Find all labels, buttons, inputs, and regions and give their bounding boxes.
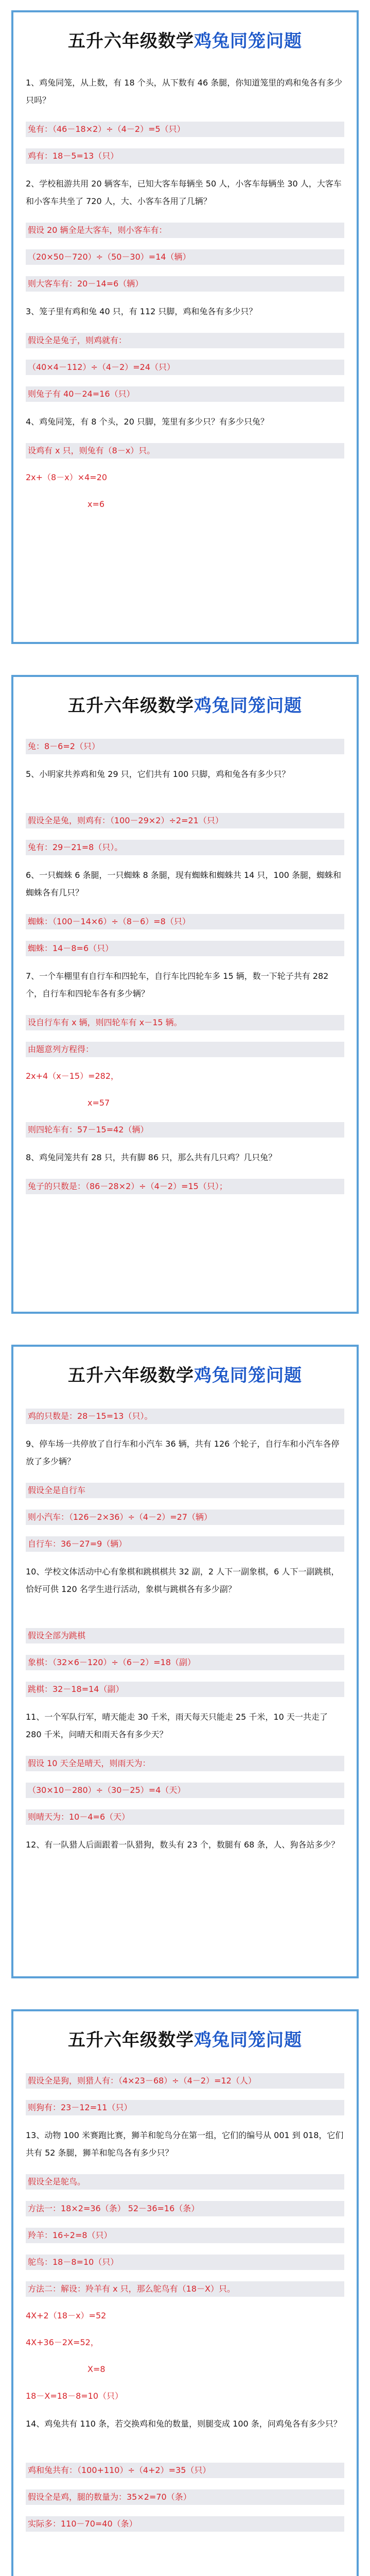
answer-line: 假设全是鸡，腿的数量为：35×2=70（条）	[26, 2489, 344, 2505]
answer-line: 则兔子有 40－24=16（只）	[26, 386, 344, 402]
answer-line: 实际多：110－70=40（条）	[26, 2516, 344, 2532]
answer-line: 则小汽车：（126－2×36）÷（4－2）=27（辆）	[26, 1510, 344, 1525]
answer-line: x=6	[87, 499, 105, 509]
answer-line: 由题意列方程得：	[26, 1042, 344, 1057]
title-accent: 鸡兔同笼问题	[194, 2030, 302, 2050]
answer-line: 4X+36－2X=52，	[26, 2337, 99, 2347]
answer-line: 鸡的只数是：28－15=13（只）。	[26, 1409, 344, 1424]
question-text: 4、鸡兔同笼，有 8 个头，20 只脚，笼里有多少只？有多少只兔？	[26, 417, 269, 427]
answer-line: （40×4－112）÷（4－2）=24（只）	[26, 360, 344, 375]
answer-line: 2x+（8－x）×4=20	[26, 472, 108, 482]
answer-line: 跳棋：32－18=14（副）	[26, 1682, 344, 1697]
answer-line: 设鸡有 x 只，则兔有（8－x）只。	[26, 443, 344, 459]
answer-line: 假设全是自行车	[26, 1483, 344, 1498]
answer-line: 兔：8－6=2（只）	[26, 739, 344, 754]
question-text: 1、鸡兔同笼，从上数，有 18 个头，从下数有 46 条腿，你知道笼里的鸡和兔各有多少只吗？	[26, 78, 343, 105]
page-title	[13, 691, 357, 717]
answer-line: 蜘蛛：（100－14×6）÷（8－6）=8（只）	[26, 914, 344, 929]
title-main: 五升六年级数学	[68, 31, 194, 52]
question-text: 14、鸡兔共有 110 条，若交换鸡和兔的数量，则腿变成 100 条，问鸡兔各有多少只？	[26, 2419, 342, 2429]
page-frame	[11, 10, 359, 644]
question-text: 10、学校文体活动中心有象棋和跳棋棋共 32 副，2 人下一副象棋，6 人下一副跳棋，恰好可供 120 名学生进行活动，象棋与跳棋各有多少副？	[26, 1567, 340, 1594]
answer-line: （30×10－280）÷（30－25）=4（天）	[26, 1783, 344, 1798]
question-text: 7、一个车棚里有自行车和四轮车，自行车比四轮车多 15 辆，数一下轮子共有 282 个，自行车和四轮车各有多少辆？	[26, 971, 329, 998]
answer-line: 2x+4（x－15）=282，	[26, 1071, 119, 1081]
answer-line: 则狗有：23－12=11（只）	[26, 2100, 344, 2115]
document-page	[0, 665, 370, 1324]
answer-line: 18－X=18－8=10（只）	[26, 2391, 124, 2401]
page-title	[13, 2026, 357, 2051]
answer-line: 兔有：（46－18×2）÷（4－2）=5（只）	[26, 122, 344, 137]
title-main: 五升六年级数学	[68, 696, 194, 716]
answer-line: 假设 20 辆全是大客车，则小客车有：	[26, 223, 344, 238]
answer-line: 假设全是狗，则猎人有：（4×23－68）÷（4－2）=12（人）	[26, 2073, 344, 2089]
answer-line: 鸡和兔共有：（100+110）÷（4+2）=35（只）	[26, 2463, 344, 2478]
question-text: 6、一只蜘蛛 6 条腿，一只蜘蛛 8 条腿，现有蜘蛛和蜘蛛共 14 只，100 条腿，蜘蛛和蜘蛛各有几只？	[26, 870, 342, 897]
title-accent: 鸡兔同笼问题	[194, 31, 302, 52]
title-main: 五升六年级数学	[68, 2030, 194, 2050]
page-title	[13, 27, 357, 52]
answer-line: 兔子的只数是：（86－28×2）÷（4－2）=15（只）；	[26, 1179, 344, 1194]
page-frame	[11, 2009, 359, 2576]
question-text: 5、小明家共养鸡和兔 29 只，它们共有 100 只脚，鸡和兔各有多少只？	[26, 769, 290, 779]
page-frame	[11, 675, 359, 1314]
answer-line: 假设全是鸵鸟。	[26, 2174, 344, 2190]
answer-line: 鸵鸟：18－8=10（只）	[26, 2255, 344, 2270]
document-page	[0, 1999, 370, 2576]
answer-line: 方法二：解设：羚羊有 x 只，那么鸵鸟有（18－X）只。	[26, 2281, 344, 2297]
question-text: 2、学校租游共用 20 辆客车，已知大客车每辆坐 50 人，小客车每辆坐 30 人，大客车和小客车共坐了 720 人，大、小客车各用了几辆？	[26, 179, 342, 206]
page-frame	[11, 1345, 359, 1978]
answer-line: （20×50－720）÷（50－30）=14（辆）	[26, 249, 344, 265]
document-page	[0, 1334, 370, 1989]
answer-line: 假设全是兔子，则鸡就有：	[26, 333, 344, 348]
answer-line: 鸡有：18－5=13（只）	[26, 148, 344, 164]
answer-line: 象棋：（32×6－120）÷（6－2）=18（副）	[26, 1655, 344, 1670]
answer-line: x=57	[87, 1098, 110, 1108]
question-text: 3、笼子里有鸡和兔 40 只，有 112 只脚，鸡和兔各有多少只？	[26, 307, 257, 316]
answer-line: 兔有：29－21=8（只）。	[26, 840, 344, 855]
answer-line: 则四轮车有：57－15=42（辆）	[26, 1122, 344, 1138]
question-text: 9、停车场一共停放了自行车和小汽车 36 辆，共有 126 个轮子，自行车和小汽车各停放了多少辆？	[26, 1439, 340, 1466]
answer-line: X=8	[87, 2364, 105, 2374]
answer-line: 羚羊：16÷2=8（只）	[26, 2228, 344, 2243]
answer-line: 假设全是兔，则鸡有：（100－29×2）÷2=21（只）	[26, 813, 344, 828]
question-text: 12、有一队猎人后面跟着一队猎狗，数头有 23 个，数腿有 68 条，人、狗各站多少？	[26, 1840, 340, 1850]
answer-line: 4X+2（18－x）=52	[26, 2311, 107, 2320]
title-main: 五升六年级数学	[68, 1365, 194, 1386]
answer-line: 自行车：36－27=9（辆）	[26, 1536, 344, 1552]
question-text: 13、动物 100 米赛跑比赛，狮羊和鸵鸟分在第一组，它们的编号从 001 到 018，它们共有 52 条腿，狮羊和鸵鸟各有多少只？	[26, 2130, 344, 2158]
document-page	[0, 0, 370, 654]
answer-line: 设自行车有 x 辆，则四轮车有 x－15 辆。	[26, 1015, 344, 1030]
question-text: 8、鸡兔同笼共有 28 只，共有脚 86 只，那么共有几只鸡？几只兔？	[26, 1153, 277, 1162]
title-accent: 鸡兔同笼问题	[194, 696, 302, 716]
answer-line: 方法一：18×2=36（条） 52－36=16（条）	[26, 2201, 344, 2216]
title-accent: 鸡兔同笼问题	[194, 1365, 302, 1386]
answer-line: 则晴天为：10－4=6（天）	[26, 1809, 344, 1825]
answer-line: 假设 10 天全是晴天，则雨天为：	[26, 1756, 344, 1771]
answer-line: 假设全部为跳棋	[26, 1628, 344, 1643]
answer-line: 蜘蛛：14－8=6（只）	[26, 941, 344, 956]
question-text: 11、一个军队行军，晴天能走 30 千米，雨天每天只能走 25 千米，10 天一共走了 280 千米，问晴天和雨天各有多少天？	[26, 1712, 328, 1739]
answer-line: 则大客车有：20－14=6（辆）	[26, 276, 344, 292]
page-title	[13, 1361, 357, 1386]
